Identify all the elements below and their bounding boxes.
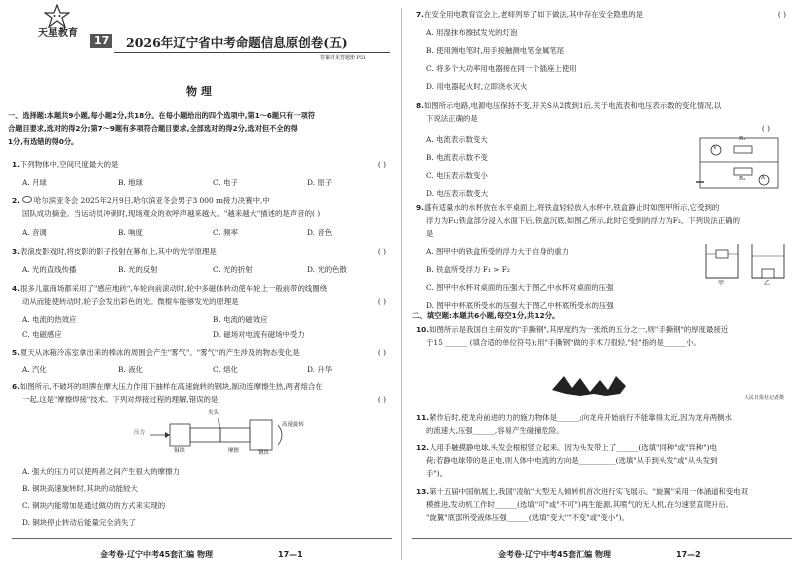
subject-title: 物 理 xyxy=(186,85,212,98)
label-rotate: 高速旋转 xyxy=(282,422,305,428)
q6-option-c: C. 铜块内能增加是通过做功的方式来实现的 xyxy=(22,501,166,510)
q9-stem-line3: 是 xyxy=(426,229,434,238)
label-yi: 乙 xyxy=(764,280,771,287)
number-badge-text: 17 xyxy=(94,34,110,47)
q7-option-a: A. 用湿抹布擦拭发光的灯泡 xyxy=(426,28,518,37)
q7-option-c: C. 将多个大功率用电器接在同一个插座上使用 xyxy=(426,64,577,73)
q6-stem-line2: 一起,这是"摩擦焊接"技术。下列对焊接过程的理解,错误的是 xyxy=(22,395,219,404)
q2-stem-line2: 国队成功摘金。当运动员冲刺时,现场观众的欢呼声越来越大。"越来越大"描述的是声音的( ) xyxy=(22,209,321,218)
q4-option-c: C. 电磁感应 xyxy=(22,330,62,339)
q4-option-d: D. 磁场对电流有磁场中受力 xyxy=(213,330,305,339)
q12-stem-line2: 荷;若静电球带的是正电,则人体中电流的方向是__________(选填"从手到头发"或"从头发到 xyxy=(426,456,718,465)
label-friction: 摩擦 xyxy=(228,448,240,454)
footer-line-right xyxy=(412,538,792,539)
footer-left-page: 17—1 xyxy=(278,550,303,559)
q6-stem: 6.如图所示,不破坏的坦牌在摩大压力作用下抽样在高速旋转的钢块,制动连摩擦生热,两者熔合在 xyxy=(12,382,323,391)
steel-foil-image xyxy=(550,372,630,398)
q13-stem: 13.第十五届中国航展上,我国"凌航"大型无人倾转机首次进行实飞展示。"旋翼"采用一体涵道和变电双 xyxy=(416,487,749,496)
label-r2: R₂ xyxy=(739,176,746,182)
q3-option-b: B. 光的反射 xyxy=(118,265,158,274)
q6-option-d: D. 铜块停止转动后能量完全消失了 xyxy=(22,518,136,527)
label-ammeter: A xyxy=(761,175,765,181)
q2-option-c: C. 频率 xyxy=(213,228,238,237)
label-pressure: 压力 xyxy=(134,430,146,436)
q10-stem: 10.如图所示是我国自主研发的"手撕钢",其厚度约为一张纸的五分之一,则"手撕钢"的厚度最接近 xyxy=(416,325,729,334)
q3-answer-paren: ( ) xyxy=(377,247,386,256)
exam-title: 2026年辽宁省中考命题信息原创卷(五) xyxy=(126,35,348,50)
q9-option-c: C. 图甲中水杯对桌面的压强大于图乙中水杯对桌面的压强 xyxy=(426,283,614,292)
title-underline xyxy=(114,52,390,53)
image-caption: 人民日报社记者摄 xyxy=(744,395,785,401)
q9-option-b: B. 铁盒所受浮力 F₁ > F₂ xyxy=(426,265,510,274)
q8-option-c: C. 电压表示数变小 xyxy=(426,171,488,180)
footer-right-page: 17—2 xyxy=(676,550,701,559)
section1-line3: 1分,有选错的得0分。 xyxy=(8,137,79,146)
q9-stem: 9.盛有适量水的水杯放在水平桌面上,将铁盒轻轻放入水杯中,铁盒静止时如图甲所示,它受到的 xyxy=(416,203,720,212)
q5-option-d: D. 升华 xyxy=(307,365,333,374)
q4-stem-line2: 动从而能使转动时,轮子会发出彩色的光。微棍车能够发光的原理是 xyxy=(22,297,239,306)
q2-stem: 2. 哈尔滨亚冬会 2025年2月9日,哈尔滨亚冬会男子3 000 m接力决赛中,中 xyxy=(12,196,270,205)
footer-right-text: 金考卷·辽宁中考45套汇编 物理 xyxy=(498,550,611,559)
q2-option-d: D. 音色 xyxy=(307,228,333,237)
swirl-icon xyxy=(22,196,32,203)
q1-option-a: A. 月球 xyxy=(22,178,47,187)
section2-heading: 二、填空题:本题共6小题,每空1分,共12分。 xyxy=(412,311,560,320)
beaker-diagram xyxy=(702,240,790,290)
footer-left-text: 金考卷·辽宁中考45套汇编 物理 xyxy=(100,550,213,559)
q9-option-d: D. 图甲中杯底所受水的压强大于图乙中杯底所受水的压强 xyxy=(426,301,614,310)
q8-option-d: D. 电压表示数变大 xyxy=(426,189,489,198)
q3-option-c: C. 光的折射 xyxy=(213,265,253,274)
label-voltmeter: V xyxy=(713,145,717,151)
column-divider xyxy=(401,8,402,560)
q1-option-c: C. 电子 xyxy=(213,178,238,187)
q13-stem-line2: 模推进,发动机工作时______(选填"可"或"不可")再生能源,其喷气的无人机,在匀速竖直爬升后, xyxy=(426,500,729,509)
q13-stem-line3: "旋翼"底部所受液体压强______(选填"变大""不变"或"变小")。 xyxy=(426,513,629,522)
q5-option-c: C. 熔化 xyxy=(213,365,238,374)
q8-option-b: B. 电流表示数不变 xyxy=(426,153,488,162)
q4-stem: 4.很多儿童商场都采用了"感应地砖",车轮向前滚动时,轮中多磁体转动使车轮上一般前带的线圈绕 xyxy=(12,284,328,293)
friction-welding-diagram xyxy=(120,410,310,460)
q6-option-b: B. 铜块高速旋转时,其块的动能较大 xyxy=(22,484,138,493)
footer-line-left xyxy=(12,538,392,539)
q8-stem: 8.如图所示电路,电源电压保持不变,开关S从2拨到1后,关于电流表和电压表示数的变化情况,以 xyxy=(416,101,722,110)
q5-answer-paren: ( ) xyxy=(377,348,386,357)
q7-stem: 7.在安全用电教育宣会上,老师列举了如下做法,其中存在安全隐患的是 xyxy=(416,10,643,19)
q5-option-a: A. 汽化 xyxy=(22,365,47,374)
q8-stem-line2: 下说法正确的是 xyxy=(426,114,478,123)
brand-logo-text: 天星教育 xyxy=(38,28,78,39)
q1-option-b: B. 地球 xyxy=(118,178,143,187)
q9-stem-line2: 浮力为F₁;铁盒部分浸入水面下后,铁盒沉底,如图乙所示,此时它受到的浮力为F₂。下列说法正确的 xyxy=(426,216,740,225)
q4-option-b: B. 电流的磁效应 xyxy=(213,315,268,324)
right-column xyxy=(404,0,800,566)
q2-option-b: B. 响度 xyxy=(118,228,143,237)
circuit-diagram xyxy=(694,132,784,194)
label-jaw: 夹头 xyxy=(208,410,220,416)
q8-option-a: A. 电流表示数变大 xyxy=(426,135,488,144)
label-jia: 甲 xyxy=(718,280,725,287)
q4-option-a: A. 电流的热效应 xyxy=(22,315,77,324)
q6-answer-paren: ( ) xyxy=(377,395,386,404)
q7-option-b: B. 使用测电笔时,用手接触测电笔金属笔尾 xyxy=(426,46,565,55)
q8-answer-paren: ( ) xyxy=(761,124,770,133)
q5-stem: 5.夏天从冰箱冷冻室拿出来的棒冰的周围会产生"雾气"。"雾气"的产生涉及的物态变化是 xyxy=(12,348,300,357)
q3-option-a: A. 光的直线传播 xyxy=(22,265,77,274)
q5-option-b: B. 液化 xyxy=(118,365,143,374)
q1-answer-paren: ( ) xyxy=(377,160,386,169)
q3-option-d: D. 光的色散 xyxy=(307,265,347,274)
q11-stem-line2: 的流速大,压强______,容易产生碰撞危险。 xyxy=(426,426,564,435)
q4-answer-paren: ( ) xyxy=(377,297,386,306)
q10-stem-line2: 于15 ______ (填合适的单位符号);用"手撕钢"做的手术刀很轻,"轻"指的是______小。 xyxy=(426,338,701,347)
q12-stem: 12.人用手触摸静电球,头发会根根竖立起来。因为头发带上了______(选填"同种"或"异种")电 xyxy=(416,443,717,452)
q9-option-a: A. 图甲中的铁盒所受的浮力大于自身的重力 xyxy=(426,247,570,256)
q7-answer-paren: ( ) xyxy=(777,10,786,19)
label-steel: 钢块 xyxy=(258,450,270,456)
q1-option-d: D. 原子 xyxy=(307,178,333,187)
q11-stem: 11.紧作后时,使龙舟前进的力的施力物体是______;向龙舟开始前行不能靠得太近,因为龙舟两侧水 xyxy=(416,413,732,422)
section1-heading: 一、选择题:本题共9小题,每小题2分,共18分。在每小题给出的四个选项中,第1～6题只有一项符 xyxy=(8,111,316,120)
label-copper: 铜块 xyxy=(174,448,186,454)
q1-stem: 1.下列物体中,空间尺度最大的是 xyxy=(12,160,119,169)
q3-stem: 3.表演皮影戏时,将皮影的影子投射在幕布上,其中的光学原理是 xyxy=(12,247,217,256)
q7-option-d: D. 用电器起火时,立即浇水灭火 xyxy=(426,82,528,91)
star-logo-icon xyxy=(44,4,70,30)
q6-option-a: A. 强大的压力可以使两者之间产生很大的摩擦力 xyxy=(22,467,180,476)
q12-stem-line3: 手")。 xyxy=(426,469,448,478)
label-r1: R₁ xyxy=(739,136,746,142)
section1-line2: 合题目要求,选对的得2分;第7～9题有多项符合题目要求,全部选对的得2分,选对但不全的得 xyxy=(8,124,298,133)
answer-reference: 答案详见答题册 P51 xyxy=(320,55,367,61)
q2-option-a: A. 音调 xyxy=(22,228,47,237)
